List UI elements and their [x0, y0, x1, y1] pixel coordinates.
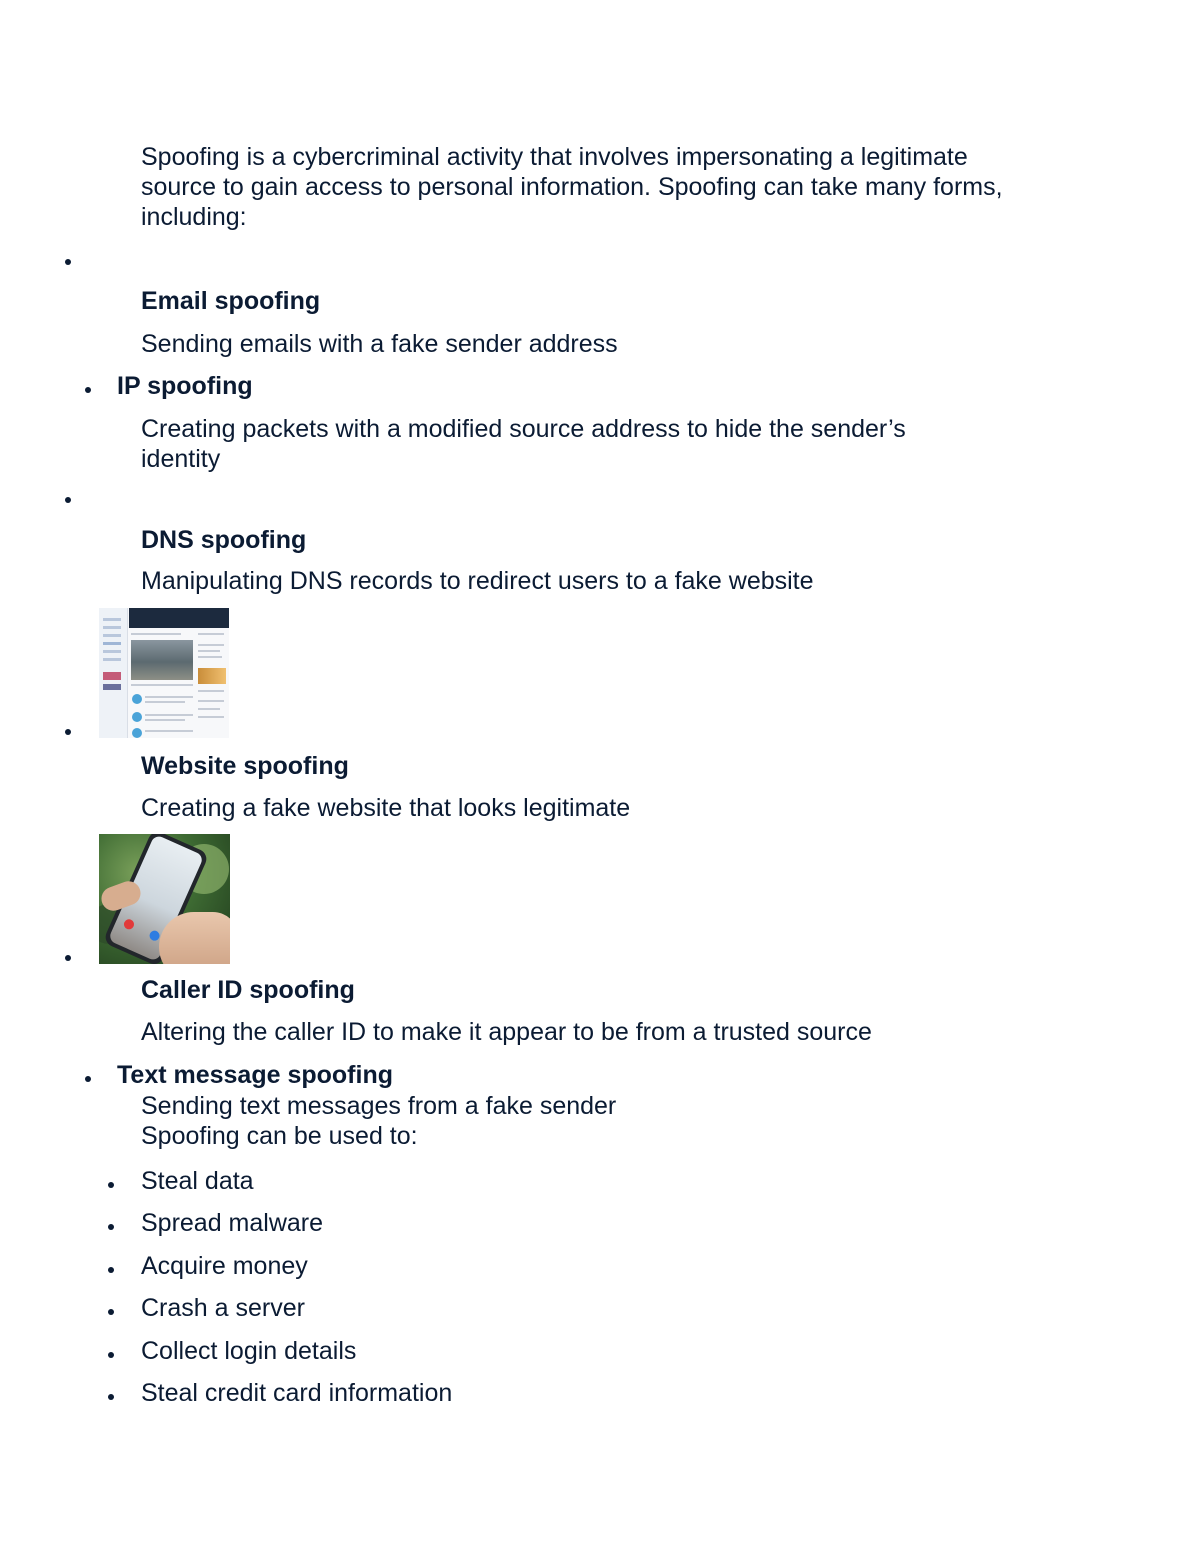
- email-spoofing-title: Email spoofing: [141, 287, 321, 315]
- list-bullet: [65, 259, 71, 265]
- website-screenshot-thumbnail: [99, 608, 229, 738]
- intro-line-2: source to gain access to personal information. Spoofing can take many forms,: [141, 173, 1003, 201]
- use-item: Acquire money: [141, 1252, 308, 1280]
- caller-id-spoofing-title: Caller ID spoofing: [141, 976, 355, 1004]
- list-bullet: [108, 1267, 114, 1273]
- list-bullet: [108, 1224, 114, 1230]
- email-spoofing-desc: Sending emails with a fake sender address: [141, 330, 618, 358]
- list-bullet: [65, 497, 71, 503]
- intro-line-3: including:: [141, 203, 247, 231]
- use-item: Crash a server: [141, 1294, 305, 1322]
- phone-incoming-call-photo: [99, 834, 230, 964]
- use-item: Collect login details: [141, 1337, 357, 1365]
- dns-spoofing-desc: Manipulating DNS records to redirect users to a fake website: [141, 567, 814, 595]
- list-bullet: [108, 1182, 114, 1188]
- ip-spoofing-desc-line-1: Creating packets with a modified source address to hide the sender’s: [141, 415, 906, 443]
- list-bullet: [108, 1352, 114, 1358]
- dns-spoofing-title: DNS spoofing: [141, 526, 307, 554]
- uses-intro: Spoofing can be used to:: [141, 1122, 418, 1150]
- use-item: Steal credit card information: [141, 1379, 453, 1407]
- text-message-spoofing-desc: Sending text messages from a fake sender: [141, 1092, 617, 1120]
- use-item: Steal data: [141, 1167, 254, 1195]
- use-item: Spread malware: [141, 1209, 324, 1237]
- website-spoofing-title: Website spoofing: [141, 752, 349, 780]
- list-bullet: [65, 729, 71, 735]
- list-bullet: [85, 387, 91, 393]
- list-bullet: [85, 1076, 91, 1082]
- caller-id-spoofing-desc: Altering the caller ID to make it appear to be from a trusted source: [141, 1018, 872, 1046]
- ip-spoofing-desc-line-2: identity: [141, 445, 221, 473]
- website-spoofing-desc: Creating a fake website that looks legitimate: [141, 794, 631, 822]
- list-bullet: [108, 1394, 114, 1400]
- text-message-spoofing-title: Text message spoofing: [117, 1061, 393, 1089]
- list-bullet: [108, 1309, 114, 1315]
- ip-spoofing-title: IP spoofing: [117, 372, 253, 400]
- intro-line-1: Spoofing is a cybercriminal activity that involves impersonating a legitimate: [141, 143, 968, 171]
- list-bullet: [65, 955, 71, 961]
